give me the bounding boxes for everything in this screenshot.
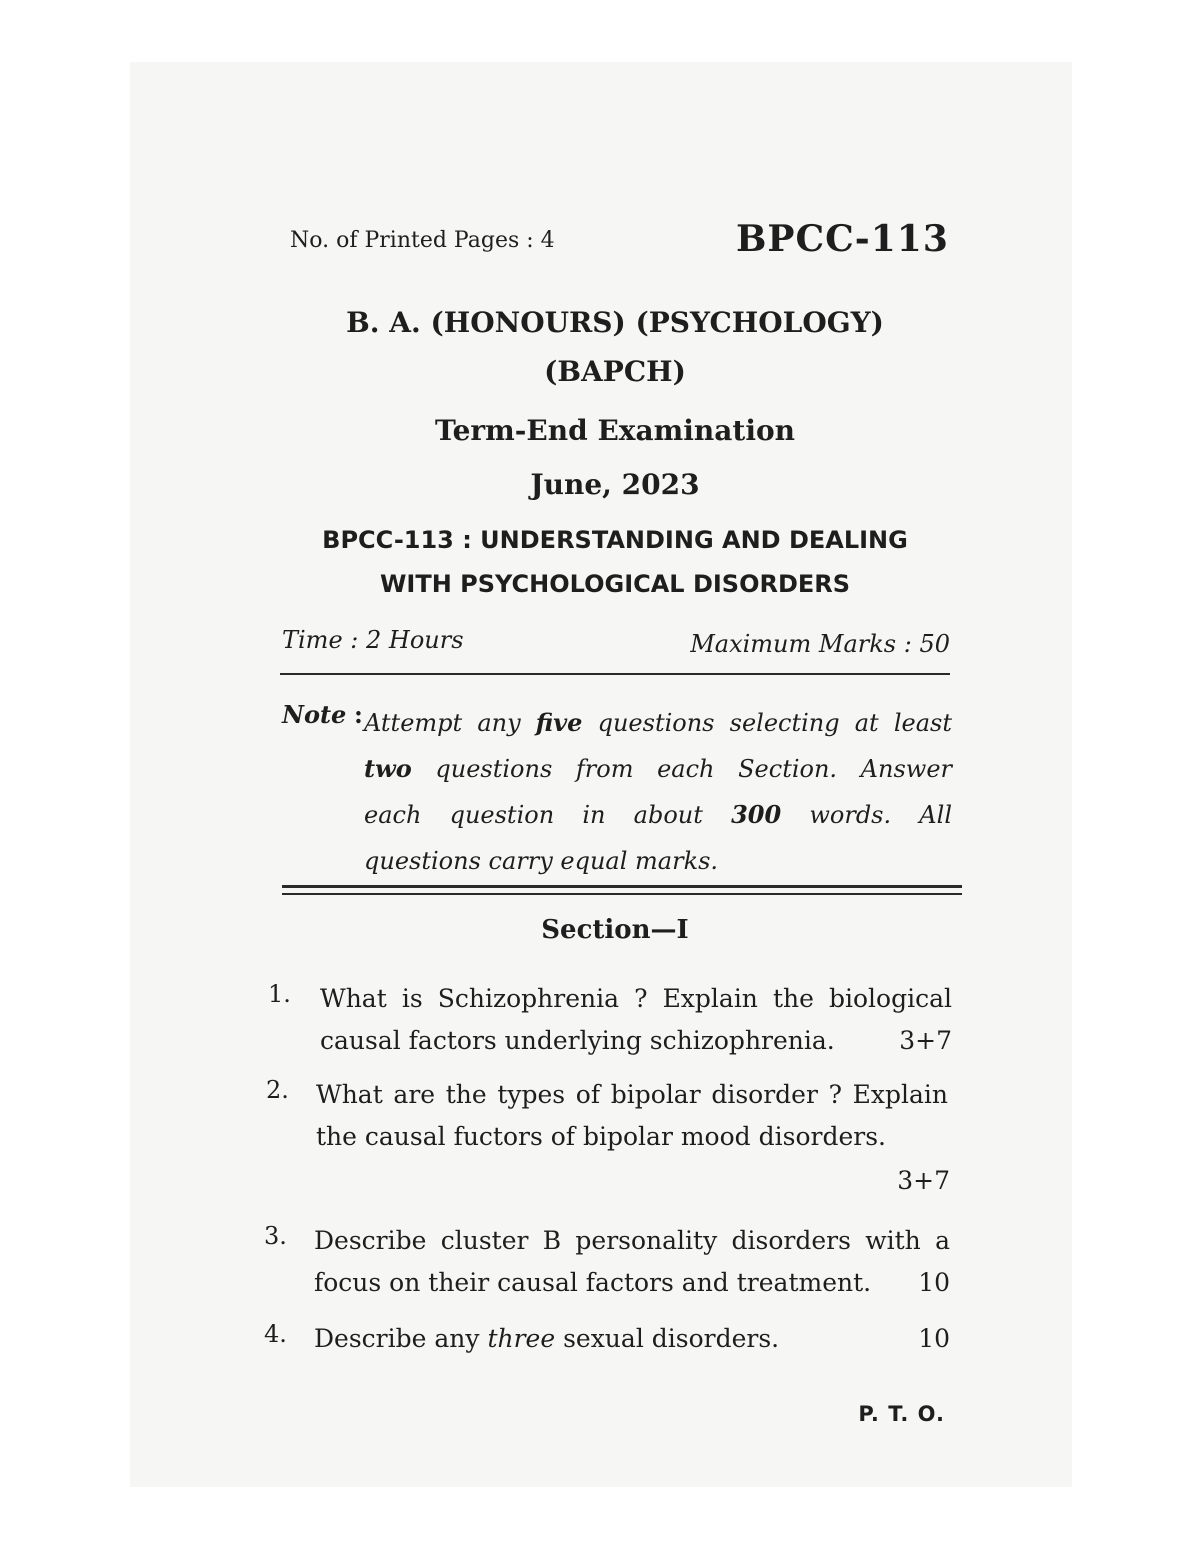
degree-title: B. A. (HONOURS) (PSYCHOLOGY): [346, 306, 884, 339]
question-number: 1.: [268, 980, 291, 1008]
maximum-marks: Maximum Marks : 50: [690, 630, 950, 658]
course-code: BPCC-113: [736, 218, 949, 260]
question-number: 4.: [264, 1320, 287, 1348]
double-divider-top: [282, 885, 962, 888]
note-instructions: [364, 700, 952, 884]
question-marks: 3+7: [897, 1166, 950, 1195]
note-label: Note: [282, 700, 347, 729]
please-turn-over: P. T. O.: [858, 1402, 945, 1426]
question-marks: 10: [918, 1324, 950, 1353]
question-text-line: focus on their causal factors and treatment. 10: [314, 1262, 950, 1304]
exam-title: Term-End Examination: [434, 414, 795, 447]
programme-code: (BAPCH): [544, 355, 686, 388]
question-number: 2.: [266, 1076, 289, 1104]
time-allowed: Time : 2 Hours: [282, 626, 464, 654]
note-line: Attempt any five questions selecting at least: [364, 708, 952, 737]
question-text-line: causal factors underlying schizophrenia. 3+7: [320, 1020, 952, 1062]
note-line: each question in about 300 words. All: [364, 800, 952, 829]
note-line: two questions from each Section. Answer: [364, 754, 952, 783]
question-2: [316, 1074, 948, 1158]
question-marks: 10: [918, 1268, 950, 1297]
note-line: questions carry equal marks.: [364, 847, 719, 875]
question-number: 3.: [264, 1222, 287, 1250]
question-text-line: Describe any three sexual disorders. 10: [314, 1318, 950, 1360]
note-colon: :: [354, 700, 363, 729]
question-4: [314, 1318, 950, 1360]
subject-title-line2: WITH PSYCHOLOGICAL DISORDERS: [379, 570, 851, 598]
question-text: What are the types of bipolar disorder ? Explain: [316, 1080, 948, 1109]
double-divider-bottom: [282, 893, 962, 895]
question-marks: 3+7: [899, 1026, 952, 1055]
printed-pages-count: No. of Printed Pages : 4: [290, 228, 555, 253]
divider: [280, 673, 950, 675]
question-text: Describe cluster B personality disorders with a: [314, 1226, 950, 1255]
question-3: [314, 1220, 950, 1304]
subject-title-line1: BPCC-113 : UNDERSTANDING AND DEALING: [322, 526, 908, 554]
section-heading: Section—I: [541, 915, 689, 945]
question-1: [320, 978, 952, 1062]
question-text: the causal fuctors of bipolar mood disorders.: [316, 1122, 886, 1151]
question-text: What is Schizophrenia ? Explain the biological: [320, 984, 952, 1013]
exam-date: June, 2023: [530, 468, 700, 501]
